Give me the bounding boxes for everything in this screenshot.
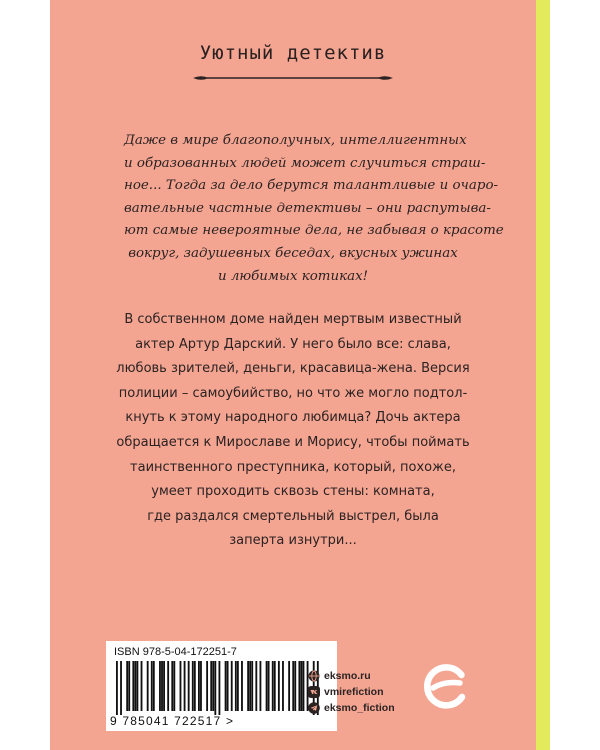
barcode-bar <box>294 661 296 711</box>
barcode-bar <box>227 661 229 711</box>
barcode-bar <box>173 661 175 711</box>
barcode-bar <box>134 661 136 711</box>
page-margin-left <box>0 0 50 750</box>
barcode-bar <box>235 661 237 711</box>
telegram-label: eksmo_fiction <box>324 702 395 714</box>
synopsis-line: заперта изнутри... <box>229 533 357 549</box>
barcode-bar <box>231 661 233 711</box>
barcode-bar <box>278 661 280 711</box>
contact-vk <box>308 684 418 700</box>
ornamental-divider <box>193 74 393 82</box>
barcode-bar <box>219 661 221 715</box>
blurb-line: ют самые невероятные дела, не забывая о красоте <box>124 223 504 239</box>
vk-label: vmirefiction <box>324 686 384 698</box>
barcode-bar <box>188 661 190 711</box>
barcode-bar <box>163 661 165 711</box>
synopsis-line: актер Артур Дарский. У него было все: слава, <box>135 336 451 352</box>
synopsis-line: где раздался смертельный выстрел, была <box>147 508 439 524</box>
book-synopsis <box>116 308 470 554</box>
contact-telegram <box>308 700 418 716</box>
synopsis-line: любовь зрителей, деньги, красавица-жена. Версия <box>116 361 470 377</box>
site-label: eksmo.ru <box>324 670 371 682</box>
barcode-bar <box>251 661 253 711</box>
barcode-bar <box>301 661 303 711</box>
barcode-bar <box>214 661 216 715</box>
barcode-bar <box>132 661 134 711</box>
blurb-line: ное... Тогда за дело берутся талантливые и очаро- <box>124 178 499 194</box>
barcode-bar <box>151 661 153 711</box>
blurb-line: вательные частные детективы – они распутыва- <box>124 200 491 216</box>
barcode-digits: 9 785041 722517 > <box>110 714 235 728</box>
barcode-bar <box>147 661 149 711</box>
barcode-bar <box>180 661 182 711</box>
blurb-line: Даже в мире благополучных, интеллигентных <box>124 133 467 148</box>
barcode-bar <box>120 661 122 715</box>
barcode-bar <box>206 661 208 711</box>
contact-site <box>308 668 418 684</box>
barcode-bar <box>266 661 268 711</box>
barcode-bar <box>288 661 290 711</box>
synopsis-line: таинственного преступника, который, похоже, <box>130 459 456 475</box>
vk-icon <box>308 686 320 698</box>
publisher-contacts <box>308 668 418 716</box>
barcode-bar <box>212 661 214 711</box>
barcode-bar <box>194 661 196 711</box>
spine-color-strip <box>536 0 550 750</box>
barcode-bar <box>192 661 194 711</box>
barcode-bar <box>298 661 300 711</box>
book-back-cover <box>50 0 536 750</box>
barcode-bar <box>249 661 251 711</box>
barcode-bar <box>159 661 161 711</box>
series-blurb <box>124 130 504 288</box>
barcode-bar <box>241 661 243 711</box>
barcode-bar <box>184 661 186 711</box>
barcode-bar <box>128 661 130 711</box>
barcode-bar <box>161 661 163 711</box>
barcode-bar <box>303 661 305 711</box>
synopsis-line: кнуть к этому народного любимца? Дочь актера <box>125 410 461 426</box>
blurb-line: и любимых котиках! <box>217 268 369 284</box>
blurb-line: и образованных людей может случиться страш- <box>124 155 486 171</box>
barcode-bar <box>260 661 262 711</box>
blurb-line: вокруг, задушевных беседах, вкусных ужинах <box>128 245 458 261</box>
eksmo-logo <box>420 661 470 713</box>
barcode-bar <box>141 661 143 711</box>
synopsis-line: В собственном доме найден мертвым известный <box>124 312 462 327</box>
barcode-bar <box>171 661 173 711</box>
barcode-bar <box>237 661 239 711</box>
barcode-bar <box>137 661 139 711</box>
barcode-bars <box>116 661 326 715</box>
globe-icon <box>308 670 320 682</box>
synopsis-line: умеет проходить сквозь стены: комната, <box>151 484 435 500</box>
synopsis-line: обращается к Мирославе и Морису, чтобы поймать <box>116 434 470 450</box>
barcode-bar <box>274 661 276 711</box>
barcode-bar <box>292 661 294 711</box>
barcode-bar <box>198 661 200 711</box>
barcode-bar <box>268 661 270 711</box>
isbn-number: ISBN 978-5-04-172251-7 <box>114 646 237 658</box>
page-margin-right <box>550 0 600 750</box>
series-title: Уютный детектив <box>199 42 387 64</box>
barcode-bar <box>272 661 274 711</box>
telegram-icon <box>308 702 320 714</box>
barcode-bar <box>116 661 118 715</box>
barcode-bar <box>282 661 284 711</box>
barcode-bar <box>167 661 169 711</box>
barcode-bar <box>225 661 227 711</box>
isbn-barcode <box>106 641 337 731</box>
barcode-bar <box>200 661 202 711</box>
barcode-bar <box>255 661 257 711</box>
barcode-bar <box>153 661 155 711</box>
barcode-bar <box>247 661 249 711</box>
barcode-bar <box>210 661 212 711</box>
synopsis-line: полиции – самоубийство, но что же могло подтол- <box>118 385 468 401</box>
barcode-bar <box>126 661 128 711</box>
